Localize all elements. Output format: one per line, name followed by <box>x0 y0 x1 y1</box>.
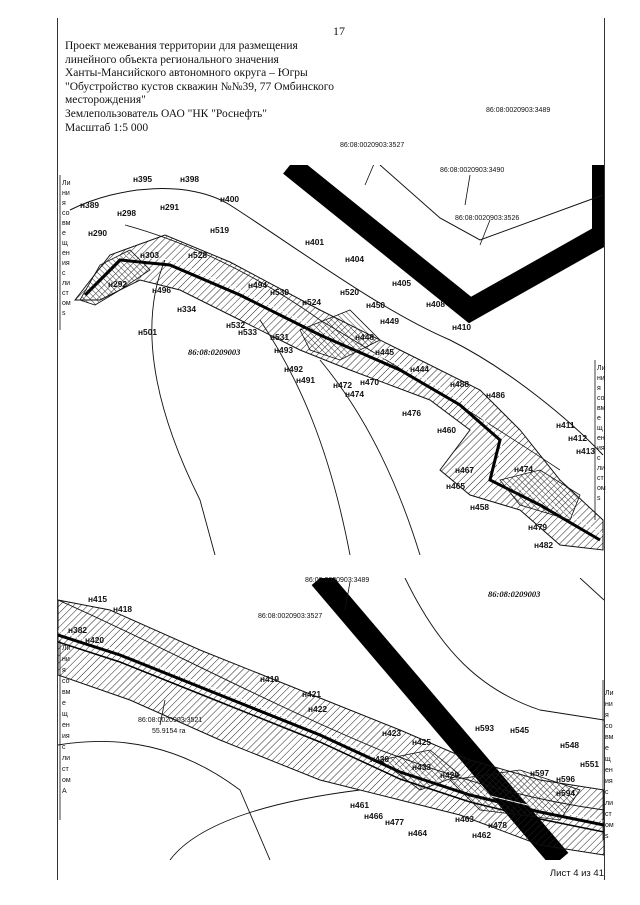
svg-text:н405: н405 <box>392 278 412 288</box>
svg-text:ли: ли <box>597 465 605 472</box>
cad-3526-top: 86:08:0020903:3526 <box>455 215 520 222</box>
svg-text:ни: ни <box>597 375 605 382</box>
svg-text:ст: ст <box>62 766 69 773</box>
bottom-right-legend <box>605 690 614 840</box>
svg-text:н458: н458 <box>470 502 490 512</box>
svg-text:я: я <box>62 200 66 207</box>
svg-text:щ: щ <box>62 240 68 247</box>
svg-text:н460: н460 <box>437 425 457 435</box>
svg-text:е: е <box>62 230 66 237</box>
svg-text:н467: н467 <box>455 465 475 475</box>
svg-text:н462: н462 <box>472 830 492 840</box>
svg-text:s: s <box>597 495 601 502</box>
svg-text:н448: н448 <box>355 332 375 342</box>
svg-text:н494: н494 <box>248 280 268 290</box>
svg-text:н450: н450 <box>366 300 386 310</box>
svg-text:ен: ен <box>605 767 613 774</box>
svg-text:н520: н520 <box>340 287 360 297</box>
svg-text:ен: ен <box>62 250 70 257</box>
svg-text:н292: н292 <box>108 279 128 289</box>
svg-text:ен: ен <box>62 722 70 729</box>
svg-text:н425: н425 <box>412 737 432 747</box>
svg-text:ия: ия <box>605 778 613 785</box>
svg-text:н401: н401 <box>305 237 325 247</box>
svg-text:н532: н532 <box>226 320 246 330</box>
svg-text:н464: н464 <box>408 828 428 838</box>
svg-text:ия: ия <box>62 733 70 740</box>
svg-text:н400: н400 <box>220 194 240 204</box>
svg-text:н430: н430 <box>370 754 390 764</box>
svg-text:н519: н519 <box>210 225 230 235</box>
svg-text:н291: н291 <box>160 202 180 212</box>
svg-text:н395: н395 <box>133 174 153 184</box>
svg-text:Ли: Ли <box>62 180 71 187</box>
svg-text:щ: щ <box>62 711 68 718</box>
header-line-2: линейного объекта регионального значения <box>65 53 279 66</box>
header-line-7: Масштаб 1:5 000 <box>65 121 149 134</box>
cad-3489-bottom: 86:08:0020903:3489 <box>305 577 370 584</box>
svg-text:н593: н593 <box>475 723 495 733</box>
svg-text:н382: н382 <box>68 625 88 635</box>
svg-text:н410: н410 <box>452 322 472 332</box>
bottom-parcel-label: 86:08:0209003 <box>488 589 541 599</box>
svg-text:со: со <box>597 395 605 402</box>
svg-text:н423: н423 <box>382 728 402 738</box>
svg-text:ли: ли <box>62 755 70 762</box>
area-label: 55.9154 га <box>152 728 186 735</box>
svg-text:н412: н412 <box>568 433 588 443</box>
svg-text:н422: н422 <box>308 704 328 714</box>
svg-text:Ли: Ли <box>62 645 71 652</box>
svg-text:Ли: Ли <box>597 365 606 372</box>
svg-text:вм: вм <box>597 405 606 412</box>
svg-text:со: со <box>62 210 70 217</box>
top-black-boundary <box>290 165 603 310</box>
svg-text:ни: ни <box>62 656 70 663</box>
svg-text:н421: н421 <box>302 689 322 699</box>
header-line-4: "Обустройство кустов скважин №№39, 77 Омбинского <box>65 80 334 93</box>
svg-text:н461: н461 <box>350 800 370 810</box>
svg-text:ст: ст <box>597 475 604 482</box>
svg-text:н478: н478 <box>488 820 508 830</box>
svg-text:ен: ен <box>597 435 605 442</box>
svg-text:н493: н493 <box>274 345 294 355</box>
svg-text:н491: н491 <box>296 375 316 385</box>
svg-text:н334: н334 <box>177 304 197 314</box>
top-boundary-line <box>380 165 603 240</box>
svg-text:с: с <box>62 270 66 277</box>
svg-text:н472: н472 <box>333 380 353 390</box>
svg-text:н594: н594 <box>556 788 576 798</box>
svg-text:н404: н404 <box>345 254 365 264</box>
svg-text:я: я <box>597 385 601 392</box>
svg-text:н528: н528 <box>188 250 208 260</box>
svg-text:н596: н596 <box>556 774 576 784</box>
svg-text:н389: н389 <box>80 200 100 210</box>
svg-text:н445: н445 <box>375 347 395 357</box>
sheet-footer: Лист 4 из 41 <box>549 868 604 879</box>
svg-text:н444: н444 <box>410 364 430 374</box>
svg-text:ли: ли <box>605 800 613 807</box>
svg-text:н408: н408 <box>426 299 446 309</box>
svg-text:н411: н411 <box>556 420 575 430</box>
svg-text:s: s <box>62 310 66 317</box>
top-right-legend <box>597 365 606 502</box>
svg-text:н449: н449 <box>380 316 400 326</box>
svg-text:ни: ни <box>62 190 70 197</box>
svg-text:н597: н597 <box>530 768 550 778</box>
top-left-legend <box>62 180 71 317</box>
header-line-3: Ханты-Мансийского автономного округа – Югры <box>65 67 308 80</box>
header-line-1: Проект межевания территории для размещения <box>65 40 298 52</box>
svg-text:н420: н420 <box>85 635 105 645</box>
svg-text:е: е <box>62 700 66 707</box>
svg-text:щ: щ <box>597 425 603 432</box>
svg-text:н533: н533 <box>238 327 258 337</box>
svg-text:н486: н486 <box>486 390 506 400</box>
svg-text:вм: вм <box>605 734 614 741</box>
svg-text:н290: н290 <box>88 228 108 238</box>
cad-3527-top: 86:08:0020903:3527 <box>340 142 405 149</box>
svg-text:ни: ни <box>605 701 613 708</box>
svg-text:вм: вм <box>62 220 71 227</box>
header-line-6: Землепользователь ОАО "НК "Роснефть" <box>65 107 267 120</box>
svg-text:н496: н496 <box>152 285 172 295</box>
svg-text:н298: н298 <box>117 208 137 218</box>
svg-text:ия: ия <box>597 445 605 452</box>
svg-text:н465: н465 <box>446 481 466 491</box>
svg-text:н530: н530 <box>270 287 290 297</box>
cad-3489-top: 86:08:0020903:3489 <box>486 107 551 114</box>
svg-text:н463: н463 <box>455 814 475 824</box>
svg-text:н303: н303 <box>140 250 160 260</box>
svg-text:ия: ия <box>62 260 70 267</box>
cad-3490-top: 86:08:0020903:3490 <box>440 167 505 174</box>
svg-text:н476: н476 <box>402 408 422 418</box>
svg-text:ли: ли <box>62 280 70 287</box>
svg-text:с: с <box>605 789 609 796</box>
svg-text:н492: н492 <box>284 364 304 374</box>
svg-text:со: со <box>605 723 613 730</box>
svg-text:Ли: Ли <box>605 690 614 697</box>
svg-text:н429: н429 <box>440 770 460 780</box>
svg-text:А: А <box>62 788 67 795</box>
svg-text:щ: щ <box>605 756 611 763</box>
cad-3527-bottom: 86:08:0020903:3527 <box>258 613 323 620</box>
svg-text:н482: н482 <box>534 540 554 550</box>
svg-text:ом: ом <box>605 822 614 829</box>
svg-text:н477: н477 <box>385 817 405 827</box>
svg-text:н433: н433 <box>412 762 432 772</box>
svg-text:н479: н479 <box>528 522 548 532</box>
svg-text:ом: ом <box>597 485 606 492</box>
svg-text:н488: н488 <box>450 379 470 389</box>
svg-text:вм: вм <box>62 689 71 696</box>
svg-text:е: е <box>605 745 609 752</box>
header-line-5: месторождения" <box>65 94 146 107</box>
svg-text:н470: н470 <box>360 377 380 387</box>
svg-text:н415: н415 <box>88 594 108 604</box>
svg-text:н501: н501 <box>138 327 158 337</box>
svg-text:я: я <box>605 712 609 719</box>
svg-text:н474: н474 <box>514 464 534 474</box>
svg-text:ом: ом <box>62 777 71 784</box>
svg-text:н524: н524 <box>302 297 322 307</box>
svg-text:я: я <box>62 667 66 674</box>
svg-text:с: с <box>62 744 66 751</box>
svg-text:ст: ст <box>605 811 612 818</box>
svg-text:ом: ом <box>62 300 71 307</box>
svg-text:н545: н545 <box>510 725 530 735</box>
page-number: 17 <box>333 24 345 38</box>
svg-text:н551: н551 <box>580 759 600 769</box>
svg-text:s: s <box>605 833 609 840</box>
top-parcel-label: 86:08:0209003 <box>188 347 241 357</box>
svg-text:н466: н466 <box>364 811 384 821</box>
cad-3521-bottom: 86:08:0020903:3521 <box>138 717 203 724</box>
svg-text:н398: н398 <box>180 174 200 184</box>
svg-text:со: со <box>62 678 70 685</box>
svg-text:с: с <box>597 455 601 462</box>
svg-text:н548: н548 <box>560 740 580 750</box>
svg-text:ст: ст <box>62 290 69 297</box>
svg-text:н474: н474 <box>345 389 365 399</box>
svg-text:е: е <box>597 415 601 422</box>
svg-text:н418: н418 <box>113 604 133 614</box>
svg-text:н419: н419 <box>260 674 280 684</box>
svg-text:н413: н413 <box>576 446 596 456</box>
svg-text:н531: н531 <box>270 332 290 342</box>
